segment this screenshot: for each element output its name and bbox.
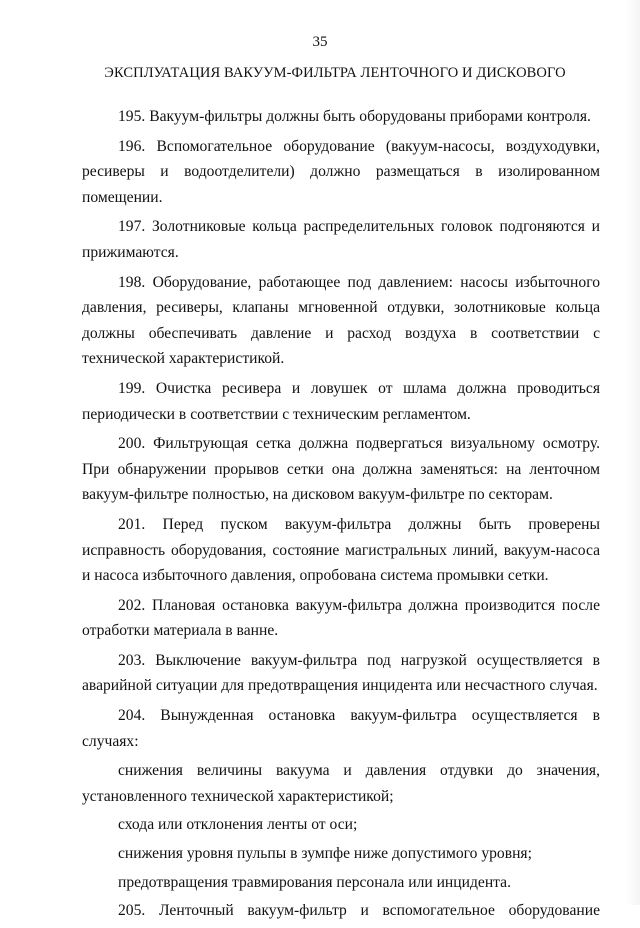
paragraph-195: 195. Вакуум-фильтры должны быть оборудованы приборами контроля. [118, 108, 591, 125]
paragraph-203: 203. Выключение вакуум-фильтра под нагрузкой осуществляется в аварийной ситуации для предотвращения инцидента или несчастного случая. [82, 651, 600, 695]
paragraph-200: 200. Фильтрующая сетка должна подвергаться визуальному осмотру. При обнаружении прорывов сетки она должна заменяться: на ленточном вакуум-фильтре полностью, на дисковом вакуум-фильтре по секторам. [82, 435, 600, 504]
list-item-vacuum-drop: снижения величины вакуума и давления отдувки до значения, установленного технической характеристикой; [82, 762, 600, 805]
paragraph-204: 204. Вынужденная остановка вакуум-фильтра осуществляется в случаях: [82, 707, 600, 750]
page-number: 35 [312, 34, 328, 50]
section-title: ЭКСПЛУАТАЦИЯ ВАКУУМ-ФИЛЬТРА ЛЕНТОЧНОГО И ДИСКОВОГО [104, 65, 566, 81]
list-item-pulp-level: снижения уровня пульпы в зумпфе ниже допустимого уровня; [118, 845, 532, 863]
paragraph-201: 201. Перед пуском вакуум-фильтра должны быть проверены исправность оборудования, состояние магистральных линий, вакуум-насоса и насоса избыточного давления, опробована система промывки сетки. [82, 515, 600, 585]
paragraph-198: 198. Оборудование, работающее под давлением: насосы избыточного давления, ресиверы, клапаны мгновенной отдувки, золотниковые кольца должны обеспечивать давление и расход воздуха в соответствии с технической характеристикой. [82, 273, 600, 368]
list-item-belt-deviation: схода или отклонения ленты от оси; [118, 816, 358, 834]
paragraph-196: 196. Вспомогательное оборудование (вакуум-насосы, воздуходувки, ресиверы и водоотделители) должно размещаться в изолированном помещении. [82, 137, 600, 206]
paragraph-199: 199. Очистка ресивера и ловушек от шлама должна проводиться периодически в соответствии с техническим регламентом. [82, 379, 600, 423]
paragraph-197: 197. Золотниковые кольца распределительных головок подгоняются и прижимаются. [82, 218, 600, 261]
list-item-injury-prevention: предотвращения травмирования персонала или инцидента. [118, 873, 511, 891]
paragraph-205: 205. Ленточный вакуум-фильтр и вспомогательное оборудование [118, 902, 600, 920]
paragraph-202: 202. Плановая остановка вакуум-фильтра должна производится после отработки материала в ванне. [82, 596, 600, 640]
page-edge-shadow [626, 0, 640, 905]
body-text [82, 104, 600, 928]
